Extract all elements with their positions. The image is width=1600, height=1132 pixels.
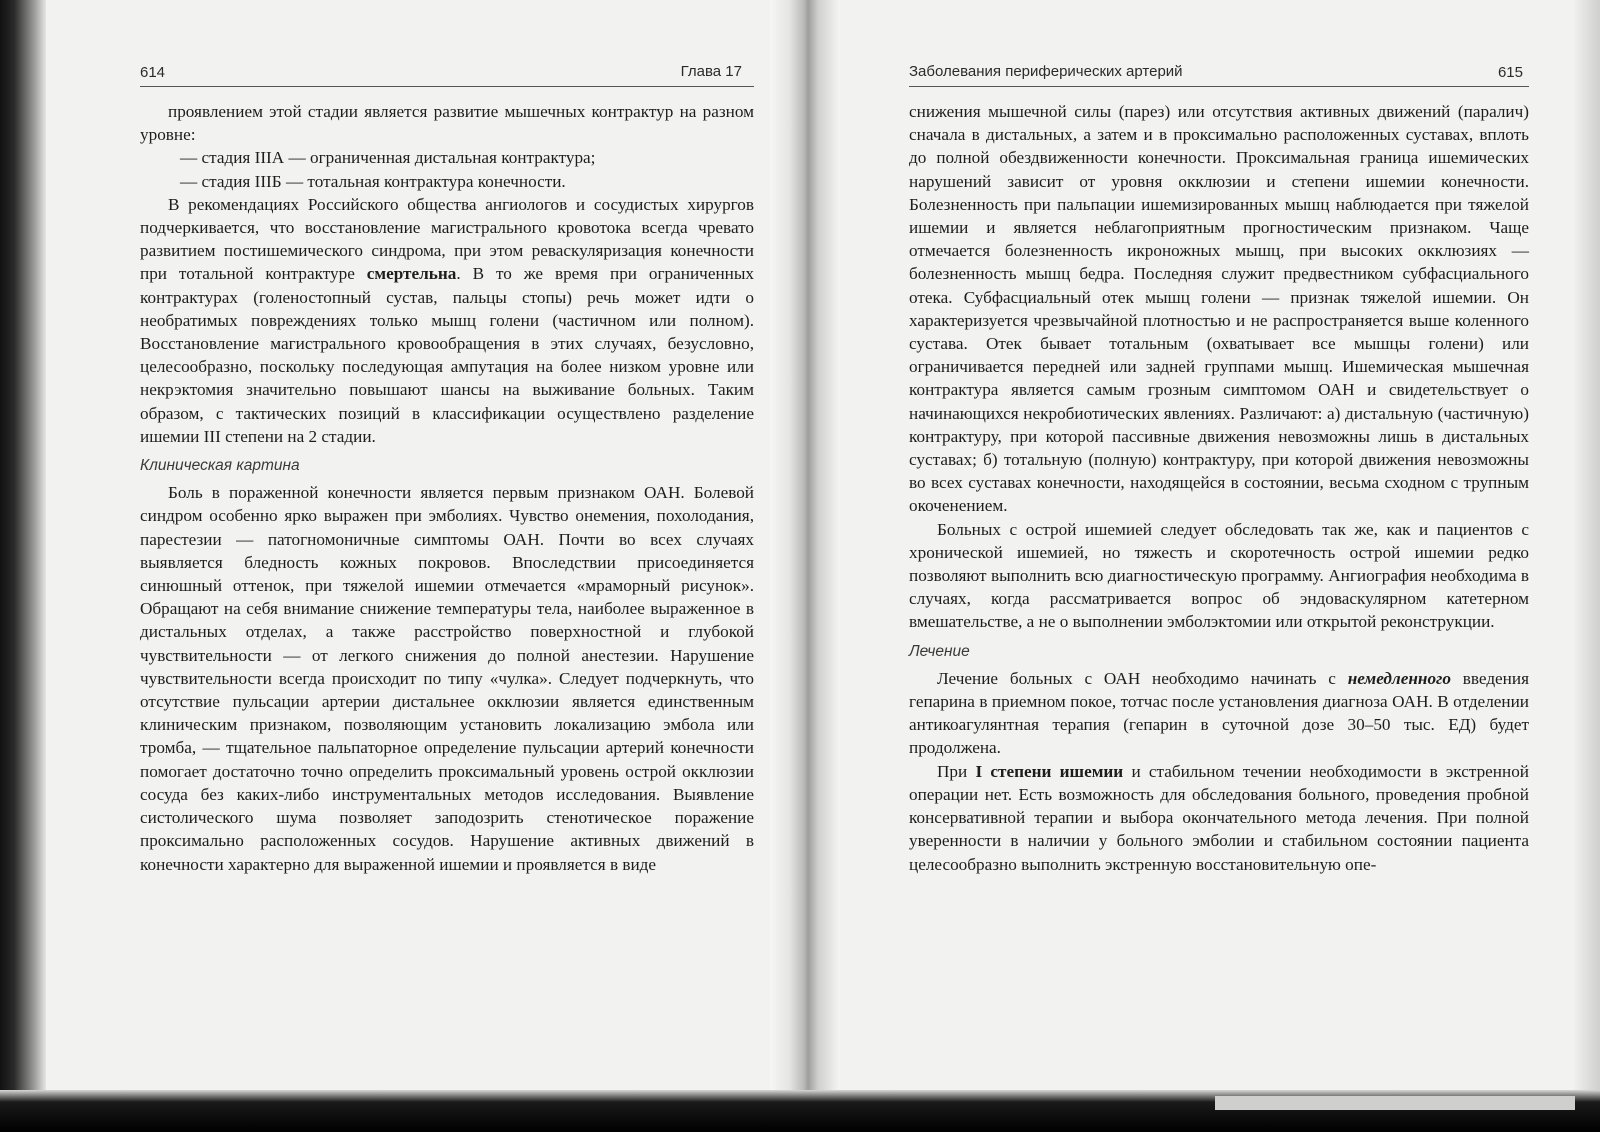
- right-paragraph-1: снижения мышечной силы (парез) или отсутствия активных движений (паралич) сначала в дистальных, а затем и в проксимально расположенных суставах, вплоть до полной обездвиженности конечности. Проксимальная граница ишемических нарушений зависит от уровня окклюзии и степени ишемии конечности. Болезненность при пальпации ишемизированных мышц наблюдается при тяжелой ишемии и является неблагоприятным прогностическим признаком. Чаще отмечается болезненность икроножных мышц, при высоких окклюзиях — болезненность мышц бедра. Последняя служит предвестником субфасциального отека. Субфасциальный отек мышц голени — признак тяжелой ишемии. Он характеризуется чрезвычайной плотностью и не распространяется выше коленного сустава. Отек бывает тотальным (охватывает все мышцы голени) или ограничивается передней или задней группами мышц. Ишемическая мышечная контрактура является самым грозным симптомом ОАН и свидетельствует о начинающихся некробиотических явлениях. Различают: а) дистальную (частичную) контрактуру, при которой пассивные движения невозможны лишь в дистальных суставах; б) тотальную (полную) контрактуру, при которой движения невозможны во всех суставах конечности, находящейся в состоянии, весьма сходном с трупным окоченением.: [909, 102, 1529, 516]
- right-paragraph-2: Больных с острой ишемией следует обследовать так же, как и пациентов с хронической ишемией, но тяжесть и скоротечность острой ишемии редко позволяют выполнить всю диагностическую программу. Ангиография необходима в случаях, когда рассматривается вопрос об эндоваскулярном катетерном вмешательстве, а не о выполнении эмболэктомии или открытой реконструкции.: [909, 519, 1529, 632]
- left-paragraph-2-end: . В то же время при ограниченных контрактурах (голеностопный сустав, пальцы стопы) речь может идти о необратимых повреждениях только мышц голени (частичном или полном). Восстановление магистрального кровообращения в этих случаях, безусловно, целесообразно, поскольку последующая ампутация на более низком уровне или некрэктомия значительно повышают шансы на выживание больных. Таким образом, с тактических позиций в классификации осуществлено разделение ишемии III степени на 2 стадии.: [140, 264, 754, 446]
- right-paragraph-3-end: введения гепарина в приемном покое, тотчас после установления диагноза ОАН. В отделении антикоагулянтная терапия (гепарин в суточной дозе 30–50 тыс. ЕД) будет продолжена.: [909, 668, 1529, 758]
- left-section-heading: Клиническая картина: [140, 457, 300, 475]
- left-paragraph-2-bold: смертельна: [366, 264, 457, 284]
- left-page: [0, 0, 790, 1090]
- right-paragraph-4: [909, 760, 1529, 876]
- left-paragraph-2: [140, 193, 754, 448]
- right-paragraph-3: [909, 667, 1529, 760]
- left-paragraph-3: Боль в пораженной конечности является первым признаком ОАН. Болевой синдром особенно ярко выражен при эмболиях. Чувство онемения, похолодания, парестезии — патогномоничные симптомы ОАН. Почти во всех случаях выявляется бледность кожных покровов. Впоследствии присоединяется синюшный оттенок, при тяжелой ишемии отмечается «мраморный рисунок». Обращают на себя внимание снижение температуры тела, наиболее выраженное в дистальных отделах, а также расстройство поверхностной и глубокой чувствительности — от легкого снижения до полной анестезии. Нарушение чувствительности всегда происходит по типу «чулка». Следует подчеркнуть, что отсутствие пульсации артерии дистальнее окклюзии является единственным клиническим признаком, позволяющим установить локализацию эмбола или тромба, — тщательное пальпаторное определение пульсации артерий конечности помогает достаточно точно определить проксимальный уровень острой окклюзии сосуда без каких-либо инструментальных методов исследования. Выявление систолического шума позволяет заподозрить стенотическое поражение проксимально расположенных сосудов. Нарушение активных движений в конечности характерно для выраженной ишемии и проявляется в виде: [140, 483, 754, 874]
- left-body-text: [140, 100, 754, 876]
- right-paragraph-3-start: Лечение больных с ОАН необходимо начинать с: [937, 668, 1348, 688]
- left-list-item-1: — стадия IIIА — ограниченная дистальная контрактура;: [180, 148, 596, 168]
- right-section-heading: Лечение: [909, 642, 970, 660]
- right-paragraph-4-bold: I степени ишемии: [975, 761, 1124, 781]
- left-running-head: [140, 58, 754, 87]
- left-list-item-2: — стадия IIIБ — тотальная контрактура конечности.: [180, 171, 566, 191]
- scan-bottom-shadow: [0, 1090, 1600, 1132]
- right-section-running-title: Заболевания периферических артерий: [909, 63, 1183, 80]
- right-paragraph-4-start: При: [937, 761, 976, 781]
- right-page-number: 615: [1497, 64, 1523, 81]
- left-paragraph-2-start: В рекомендациях Российского общества ангиологов и сосудистых хирургов подчеркивается, что восстановление магистрального кровотока всегда чревато развитием постишемического синдрома, при этом реваскуляризация конечности при тотальной контрактуре: [140, 194, 754, 284]
- left-paragraph-1: проявлением этой стадии является развитие мышечных контрактур на разном уровне:: [140, 102, 754, 145]
- right-running-head: [909, 58, 1529, 87]
- right-paragraph-4-end: и стабильном течении необходимости в экстренной операции нет. Есть возможность для обследования больного, проведения пробной консервативной терапии и выбора окончательного метода лечения. При полной уверенности в наличии у больного эмболии и стабильном состоянии пациента целесообразно выполнить экстренную восстановительную опе-: [909, 761, 1529, 874]
- left-chapter-title: Глава 17: [680, 63, 742, 80]
- right-body-text: [909, 100, 1529, 876]
- scan-bottom-highlight: [1215, 1096, 1575, 1110]
- left-page-number: 614: [140, 64, 166, 81]
- right-paragraph-3-italic: немедленного: [1347, 668, 1451, 688]
- right-page: [820, 0, 1600, 1090]
